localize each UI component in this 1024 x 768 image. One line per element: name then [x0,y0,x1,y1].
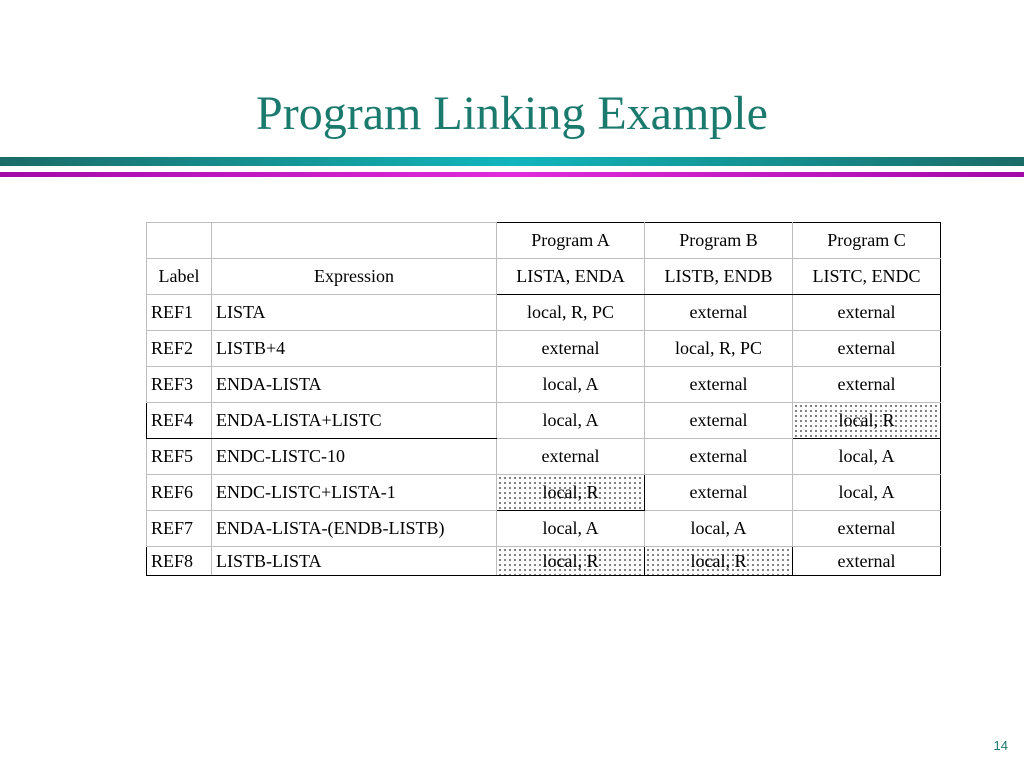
row-expression: ENDA-LISTA-(ENDB-LISTB) [212,511,497,547]
table-row [147,403,941,439]
header-label: Label [147,259,212,295]
row-cell-program-a: external [497,331,645,367]
row-cell-program-c: local, A [793,439,941,475]
table-row [147,511,941,547]
row-cell-program-a: local, A [497,511,645,547]
empty-cell [212,223,497,259]
table-row [147,331,941,367]
table-row-symbols [147,259,941,295]
title-divider-magenta [0,172,1024,177]
row-label: REF1 [147,295,212,331]
row-expression: LISTA [212,295,497,331]
row-cell-program-b: external [645,367,793,403]
row-expression: ENDC-LISTC+LISTA-1 [212,475,497,511]
row-cell-program-a: local, A [497,403,645,439]
row-cell-program-c: local, A [793,475,941,511]
row-expression: ENDA-LISTA [212,367,497,403]
row-cell-program-c: external [793,511,941,547]
table-row [147,439,941,475]
empty-cell [147,223,212,259]
header-program-c: Program C [793,223,941,259]
table-row-programs [147,223,941,259]
header-symbols-a: LISTA, ENDA [497,259,645,295]
row-cell-program-b: external [645,439,793,475]
row-cell-program-b: external [645,475,793,511]
row-expression: LISTB-LISTA [212,547,497,576]
row-cell-program-a: local, R, PC [497,295,645,331]
title-divider-teal [0,157,1024,166]
linking-table [146,222,941,576]
row-label: REF2 [147,331,212,367]
row-expression: ENDA-LISTA+LISTC [212,403,497,439]
header-symbols-c: LISTC, ENDC [793,259,941,295]
page-number: 14 [993,738,1008,753]
row-cell-program-a-highlighted: local, R [497,475,645,511]
row-cell-program-c-highlighted: local, R [793,403,941,439]
row-cell-program-a: local, A [497,367,645,403]
row-expression: LISTB+4 [212,331,497,367]
row-cell-program-b: external [645,403,793,439]
row-label: REF8 [147,547,212,576]
row-cell-program-c: external [793,295,941,331]
table-row [147,475,941,511]
row-label: REF4 [147,403,212,439]
table-row [147,367,941,403]
row-label: REF6 [147,475,212,511]
row-cell-program-c: external [793,547,941,576]
row-label: REF7 [147,511,212,547]
row-cell-program-c: external [793,331,941,367]
table-row [147,295,941,331]
row-cell-program-a-highlighted: local, R [497,547,645,576]
row-cell-program-a: external [497,439,645,475]
header-expression: Expression [212,259,497,295]
table-row [147,547,941,576]
row-label: REF3 [147,367,212,403]
header-program-a: Program A [497,223,645,259]
row-cell-program-b-highlighted: local, R [645,547,793,576]
header-symbols-b: LISTB, ENDB [645,259,793,295]
header-program-b: Program B [645,223,793,259]
row-expression: ENDC-LISTC-10 [212,439,497,475]
row-cell-program-b: local, A [645,511,793,547]
row-cell-program-b: external [645,295,793,331]
row-cell-program-b: local, R, PC [645,331,793,367]
row-label: REF5 [147,439,212,475]
slide-title: Program Linking Example [256,87,768,140]
row-cell-program-c: external [793,367,941,403]
